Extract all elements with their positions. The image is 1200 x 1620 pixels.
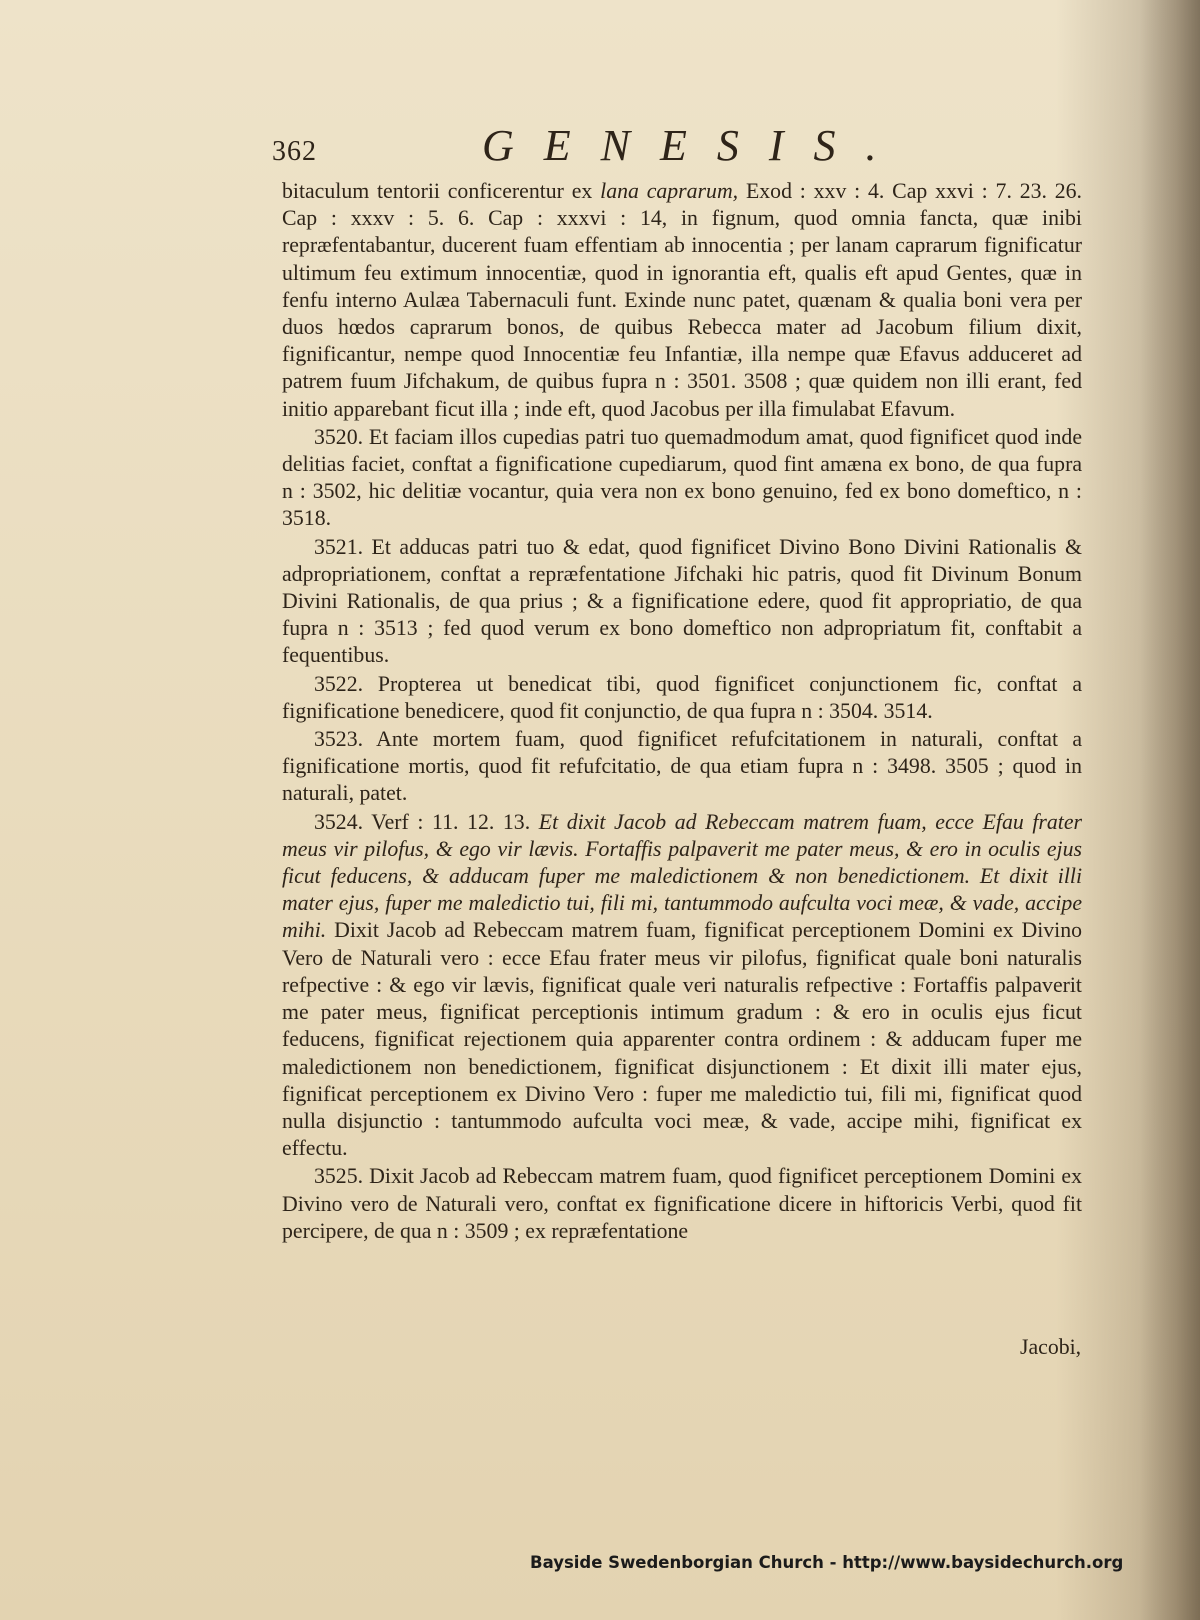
- catchword: Jacobi,: [1020, 1335, 1082, 1359]
- paragraph-3523: [282, 726, 1082, 808]
- text-span: 3521. Et adducas patri tuo & edat, quod fignificet Divino Bono Divini Rationalis & adpropriationem, conftat a repræfentatione Jifchaki hic patris, quod fit Divinum Bonum Divini Rationalis, de qua prius ; & a fignificatione edere, quod fit appropriatio, de qua fupra n : 3513 ; fed quod verum ex bono domeftico non adpropriatum fit, conftabit a fequentibus.: [282, 534, 1082, 668]
- paragraph-continuation: [282, 178, 1082, 423]
- text-span: Exod : xxv : 4. Cap xxvi : 7. 23. 26. Cap : xxxv : 5. 6. Cap : xxxvi : 14, in fignum, quod omnia fancta, quæ inibi repræfentabantur, ducerent fuam effentiam ab innocentia ; per lanam caprarum fignificatur ultimum feu extimum innocentiæ, quod in ignorantia eft, qualis eft apud Gentes, quæ in fenfu interno Aulæa Tabernaculi funt. Exinde nunc patet, quænam & qualia boni vera per duos hœdos caprarum bonos, de quibus Rebecca mater ad Jacobum filium dixit, fignificantur, nempe quod Innocentiæ feu Infantiæ, illa nempe quæ Efavus adduceret ad patrem fuum Jifchakum, de quibus fupra n : 3501. 3508 ; quæ quidem non illi erant, fed initio apparebant ficut illa ; inde eft, quod Jacobus per illa fimulabat Efavum.: [282, 179, 1083, 421]
- binding-gutter-shadow: [1140, 0, 1200, 1620]
- text-span: 3520. Et faciam illos cupedias patri tuo quemadmodum amat, quod fignificet quod inde delitias faciet, conftat a fignificatione cupediarum, quod fint amæna ex bono, de qua fupra n : 3502, hic delitiæ vocantur, quia vera non ex bono genuino, fed ex bono domeftico, n : 3518.: [282, 424, 1082, 531]
- page-number: 362: [272, 136, 317, 167]
- text-span: 3522. Propterea ut benedicat tibi, quod fignificet conjunctionem fic, conftat a fignificatione benedicere, quod fit conjunctio, de qua fupra n : 3504. 3514.: [282, 671, 1082, 723]
- paragraph-3520: [282, 424, 1082, 533]
- paragraph-3522: [282, 671, 1082, 725]
- page-header: [272, 120, 1092, 180]
- text-span: Dixit Jacob ad Rebeccam matrem fuam, fignificat perceptionem Domini ex Divino Vero de Naturali vero : ecce Efau frater meus vir pilofus, fignificat quale boni naturalis refpective : & ego vir lævis, fignificat quale veri naturalis refpective : Fortaffis palpaverit me pater meus, fignificat perceptionis intimum gradum : & ero in oculis ejus ficut feducens, fignificat rejectionem quia apparenter contra ordinem : & adducam fuper me maledictionem non benedictionem, fignificat disjunctionem : Et dixit illi mater ejus, fignificat perceptionem ex Divino Vero : fuper me maledictio tui, fili mi, fignificat quod nulla disjunctio : tantummodo aufculta voci meæ, & vade, accipe mihi, fignificat ex effectu.: [282, 918, 1082, 1161]
- text-span: 3524. Verf : 11. 12. 13.: [314, 809, 539, 834]
- text-span: bitaculum tentorii conficerentur ex: [282, 179, 601, 203]
- running-title: GENESIS.: [482, 121, 907, 170]
- watermark-link[interactable]: Bayside Swedenborgian Church - http://www.baysidechurch.org: [530, 1553, 1124, 1572]
- text-span: 3523. Ante mortem fuam, quod fignificet refufcitationem in naturali, conftat a fignificatione mortis, quod fit refufcitatio, de qua etiam fupra n : 3498. 3505 ; quod in naturali, patet.: [282, 727, 1082, 806]
- italic-text-span: lana caprarum,: [600, 179, 739, 203]
- italic-text-span: Et dixit Jacob ad Rebeccam matrem fuam, ecce Efau frater meus vir pilofus, & ego vir lævis. Fortaffis palpaverit me pater meus, & ero in oculis ejus ficut feducens, & adducam fuper me maledictionem & non benedictionem. Et dixit illi mater ejus, fuper me maledictio tui, fili mi, tantummodo aufculta voci meæ, & vade, accipe mihi.: [282, 809, 1082, 943]
- text-span: 3525. Dixit Jacob ad Rebeccam matrem fuam, quod fignificet perceptionem Domini ex Divino vero de Naturali vero, conftat ex fignificatione dicere in hiftoricis Verbi, quod fit percipere, de qua n : 3509 ; ex repræfentatione: [282, 1164, 1082, 1243]
- body-text: [282, 178, 1082, 1245]
- paragraph-3525: [282, 1163, 1082, 1245]
- paragraph-3521: [282, 534, 1082, 670]
- paragraph-3524: [282, 809, 1082, 1163]
